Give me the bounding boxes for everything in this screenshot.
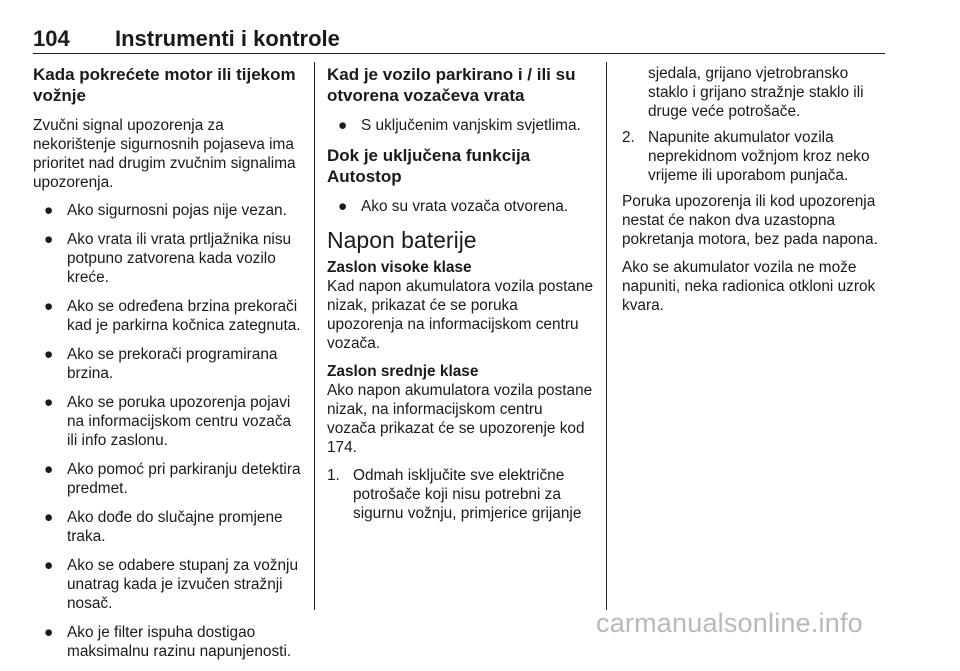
header-rule — [33, 53, 885, 54]
list-item-text: Ako je filter ispuha dostigao maksimalnu razinu napunjenosti. — [67, 624, 292, 660]
list-item — [33, 201, 301, 220]
bullet-icon: ● — [44, 202, 54, 219]
list-item-text: S uključenim vanjskim svjetlima. — [361, 117, 581, 134]
bullet-icon: ● — [338, 117, 348, 134]
step-text: Napunite akumulator vozila neprekidnom vožnjom kroz neko vrijeme ili uporabom punjača. — [648, 129, 870, 184]
bullet-icon: ● — [338, 198, 348, 215]
column-right — [622, 64, 890, 324]
list-item-text: Ako se poruka upozorenja pojavi na informacijskom centru vozača ili info zaslonu. — [67, 394, 292, 449]
column-left — [33, 64, 301, 671]
list-item — [33, 230, 301, 287]
paragraph-cannot-charge: Ako se akumulator vozila ne može napuniti, neka radionica otkloni uzrok kvara. — [622, 259, 876, 314]
bullet-icon: ● — [44, 461, 54, 478]
paragraph-high-class: Kad napon akumulatora vozila postane nizak, prikazat će se poruka upozorenja na informacijskom centru vozača. — [327, 278, 594, 352]
list-item-text: Ako se određena brzina prekorači kad je parkirna kočnica zategnuta. — [67, 298, 301, 334]
bullet-icon: ● — [44, 298, 54, 315]
list-item — [33, 623, 301, 661]
step-item — [327, 466, 595, 523]
column-middle — [327, 64, 595, 530]
list-item — [33, 556, 301, 613]
list-item-text: Ako sigurnosni pojas nije vezan. — [67, 202, 287, 219]
bullet-icon: ● — [44, 624, 54, 641]
list-item-text: Ako dođe do slučajne promjene traka. — [67, 509, 283, 545]
bullet-icon: ● — [44, 231, 54, 248]
list-item — [33, 297, 301, 335]
list-item — [33, 393, 301, 450]
step-continuation — [622, 64, 890, 121]
section-heading-parked: Kad je vozilo parkirano i / ili su otvorena vozačeva vrata — [327, 65, 576, 105]
step-number: 2. — [622, 129, 635, 146]
step-item — [622, 128, 890, 185]
list-item — [327, 116, 595, 135]
paragraph-warning-disappears: Poruka upozorenja ili kod upozorenja nestat će nakon dva uzastopna pokretanja motora, bez pada napona. — [622, 193, 878, 248]
list-item-text: Ako vrata ili vrata prtljažnika nisu potpuno zatvorena kada vozilo kreće. — [67, 231, 292, 286]
page-header — [33, 25, 885, 53]
bullet-icon: ● — [44, 394, 54, 411]
list-item — [33, 460, 301, 498]
bullet-icon: ● — [44, 346, 54, 363]
section-heading-starting-engine: Kada pokrećete motor ili tijekom vožnje — [33, 65, 296, 105]
subheading-high-class-display: Zaslon visoke klase — [327, 259, 472, 276]
paragraph-mid-class: Ako napon akumulatora vozila postane nizak, na informacijskom centru vozača prikazat će se upozorenje kod 174. — [327, 382, 593, 456]
list-item — [33, 508, 301, 546]
list-item-text: Ako pomoć pri parkiranju detektira predmet. — [67, 461, 301, 497]
watermark: carmanualsonline.info — [596, 608, 863, 638]
subheading-mid-class-display: Zaslon srednje klase — [327, 363, 479, 380]
section-title-battery-voltage: Napon baterije — [327, 227, 477, 253]
page-number: 104 — [33, 26, 70, 51]
chapter-title: Instrumenti i kontrole — [115, 26, 340, 51]
step-number: 1. — [327, 467, 340, 484]
list-item — [33, 345, 301, 383]
step-text: sjedala, grijano vjetrobransko staklo i grijano stražnje staklo ili druge veće potrošače. — [648, 65, 864, 120]
list-item-text: Ako su vrata vozača otvorena. — [361, 198, 569, 215]
bullet-icon: ● — [44, 557, 54, 574]
intro-paragraph: Zvučni signal upozorenja za nekorištenje sigurnosnih pojaseva ima prioritet nad drugim zvučnim signalima upozorenja. — [33, 117, 296, 191]
column-divider-1 — [314, 62, 315, 610]
list-item — [327, 197, 595, 216]
warning-conditions-list — [33, 201, 301, 661]
section-heading-autostop: Dok je uključena funkcija Autostop — [327, 146, 531, 186]
list-item-text: Ako se prekorači programirana brzina. — [67, 346, 278, 382]
bullet-icon: ● — [44, 509, 54, 526]
list-item-text: Ako se odabere stupanj za vožnju unatrag kada je izvučen stražnji nosač. — [67, 557, 299, 612]
column-divider-2 — [606, 62, 607, 610]
step-text: Odmah isključite sve električne potrošače koji nisu potrebni za sigurnu vožnju, primjerice grijanje — [353, 467, 582, 522]
